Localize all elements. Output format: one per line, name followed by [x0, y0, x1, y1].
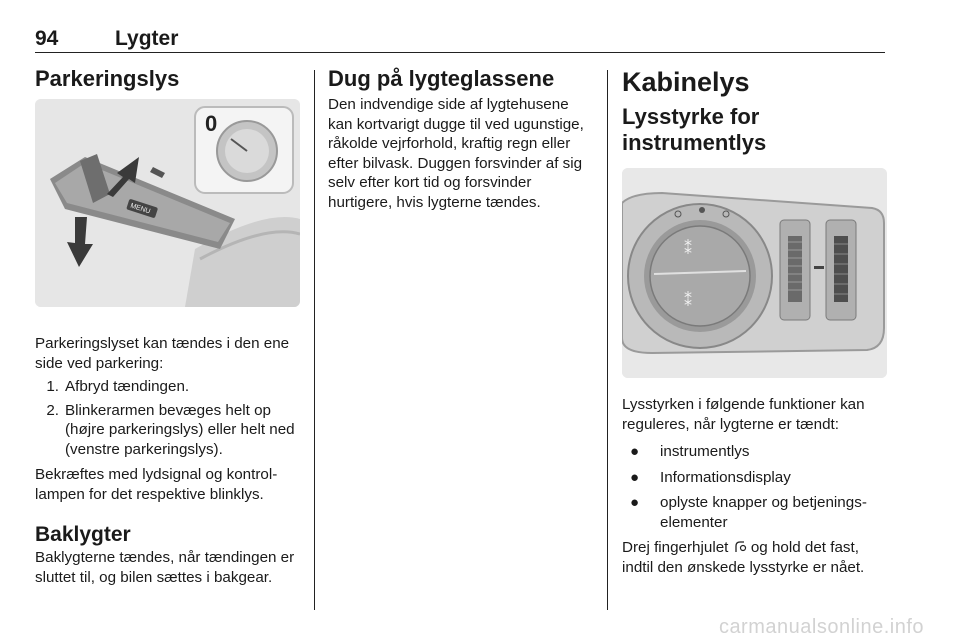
section-title: Lygter [115, 27, 179, 50]
svg-text:⁑: ⁑ [684, 239, 692, 258]
header-divider [35, 52, 885, 53]
indicator-stalk-illustration [35, 99, 300, 307]
heading-parking-lights: Parkeringslys [35, 66, 180, 91]
bullet-icon: ● [630, 468, 640, 486]
column-divider-2 [607, 70, 608, 610]
thumbwheel-icon [733, 540, 747, 554]
light-switch-illustration [622, 168, 887, 378]
thumbwheel-instruction: Drej fingerhjulet og hold det fast, indtil den ønskede lysstyrke er nået. [622, 539, 865, 576]
reverse-lights-text: Baklygterne tændes, når tændingen er sluttet til, og bilen sættes i bakgear. [35, 549, 295, 586]
svg-text:⁑: ⁑ [684, 291, 692, 310]
list-item: ● instrumentlys [622, 442, 887, 462]
figure-indicator-stalk [35, 99, 300, 307]
list-item: ● oplyste knapper og betjeningselementer [622, 493, 887, 532]
brightness-intro: Lysstyrken i følgende funktioner kan reguleres, når lygterne er tændt: [622, 396, 865, 433]
heading-reverse-lights: Baklygter [35, 523, 131, 546]
page-header [35, 27, 885, 51]
heading-interior-lights: Kabinelys [622, 67, 750, 97]
column-interior-lights [622, 66, 887, 577]
parking-steps-list [35, 377, 300, 459]
page-number: 94 [35, 27, 59, 50]
menu-label: MENU [129, 202, 152, 216]
figure-light-switch [622, 168, 887, 378]
column-fogging [328, 66, 593, 212]
bullet-icon: ● [630, 494, 640, 511]
column-divider-1 [314, 70, 315, 610]
column-parking-lights [35, 66, 300, 587]
dial-zero-label: 0 [205, 111, 218, 136]
subheading-instrument-brightness: Lysstyrke for instrumentlys [622, 104, 767, 155]
list-item: 2. Blinkerarmen bevæges helt op (højre parkeringslys) eller helt ned (venstre parkeringslys). [46, 401, 295, 458]
fogging-text: Den indvendige side af lygtehusene kan kortvarigt dugge til ved ugunstige, råkolde vejrforhold, kraftig regn eller efter bilvask. Duggen forsvinder af sig selv efter kort tid og forsvinder hurtigere, hvis lygterne tændes. [328, 96, 584, 211]
heading-fogging: Dug på lygteglassene [328, 66, 555, 91]
list-item: 1. Afbryd tændingen. [46, 378, 190, 395]
parking-confirm-text: Bekræftes med lydsignal og kontrollampen for det respektive blinklys. [35, 466, 278, 503]
parking-intro: Parkeringslyset kan tændes i den ene side ved parkering: [35, 335, 290, 372]
bullet-icon: ● [630, 443, 640, 460]
watermark: carmanualsonline.info [718, 616, 924, 638]
brightness-functions-list [622, 442, 887, 532]
list-item: ● Informationsdisplay [622, 468, 887, 488]
